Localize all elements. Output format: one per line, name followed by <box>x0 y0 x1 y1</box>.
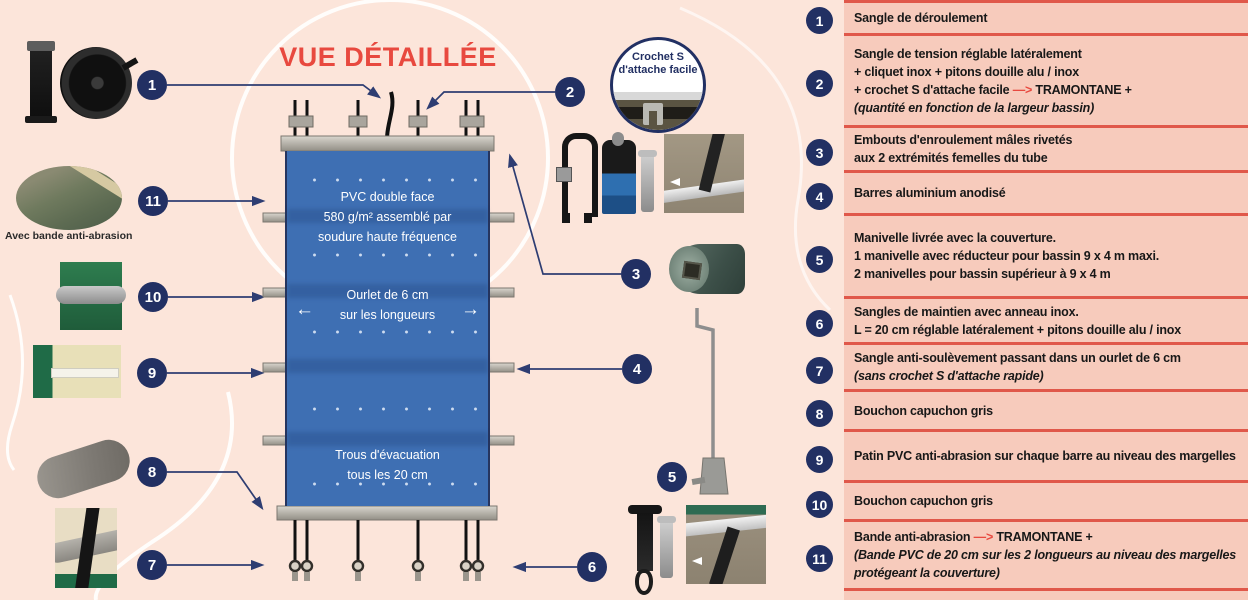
callout-2: 2 <box>555 77 585 107</box>
crochet-s-line2: d'attache facile <box>618 64 698 76</box>
anti-lift-strap-photo <box>55 508 117 588</box>
cover-ourlet-label <box>287 285 488 325</box>
legend-row-4 <box>844 173 1248 216</box>
legend-text: 1 manivelle avec réducteur pour bassin 9 x 4 m maxi. <box>854 249 1160 263</box>
legend-text: TRAMONTANE + <box>993 530 1093 544</box>
legend-num-4: 4 <box>806 183 833 210</box>
ratchet-photo <box>602 140 636 214</box>
legend-num-2: 2 <box>806 70 833 97</box>
drain-holes-row <box>297 178 479 182</box>
photo-arrow-icon <box>670 178 680 186</box>
cover-pvc-line1: PVC double face <box>340 190 435 204</box>
square-socket-icon <box>682 261 702 280</box>
legend-num-11: 11 <box>806 545 833 572</box>
legend-row-spacer <box>844 591 1248 600</box>
tension-strap-photo <box>562 133 598 217</box>
legend-row-11 <box>844 522 1248 591</box>
s-hook-photo <box>613 100 703 133</box>
legend-num-3: 3 <box>806 139 833 166</box>
legend-text: Patin PVC anti-abrasion sur chaque barre au niveau des margelles <box>854 449 1236 463</box>
drain-holes-row <box>297 253 479 257</box>
gray-cap-closeup-photo <box>36 440 128 498</box>
drain-holes-row <box>297 330 479 334</box>
cover-pvc-line3: soudure haute fréquence <box>318 230 457 244</box>
anti-abrasion-caption: Avec bande anti-abrasion <box>5 230 133 242</box>
piton-photo <box>641 152 654 212</box>
legend-text: + cliquet inox + pitons douille alu / inox <box>854 64 1079 79</box>
legend-row-7 <box>844 345 1248 392</box>
strap-on-deck-photo <box>686 505 766 584</box>
legend-text: Bouchon capuchon gris <box>854 494 993 508</box>
legend-num-7: 7 <box>806 357 833 384</box>
callout-8: 8 <box>137 457 167 487</box>
photo-detail <box>637 513 653 571</box>
legend-row-9 <box>844 432 1248 483</box>
legend-row-6 <box>844 299 1248 345</box>
legend-row-5 <box>844 216 1248 299</box>
legend-text: + crochet S d'attache facile <box>854 82 1013 97</box>
drain-holes-row <box>297 407 479 411</box>
legend-num-8: 8 <box>806 400 833 427</box>
photo-detail <box>55 574 117 588</box>
legend-text: Barres aluminium anodisé <box>854 186 1006 200</box>
unrolling-strap-photo <box>30 45 52 120</box>
legend-text: 2 manivelles pour bassin supérieur à 9 x 4 m <box>854 267 1111 281</box>
callout-7: 7 <box>137 550 167 580</box>
legend-text: Bande anti-abrasion <box>854 530 974 544</box>
strap-coil-photo <box>60 47 132 119</box>
legend-panel <box>844 0 1248 600</box>
crank-photo <box>692 308 728 494</box>
legend-text: TRAMONTANE + <box>1032 82 1132 97</box>
legend-text: Manivelle livrée avec la couverture. <box>854 231 1056 245</box>
legend-num-6: 6 <box>806 310 833 337</box>
legend-text: Sangle de tension réglable latéralement <box>854 46 1082 61</box>
legend-text: Sangle anti-soulèvement passant dans un ourlet de 6 cm <box>854 351 1181 365</box>
page-title: VUE DÉTAILLÉE <box>279 42 497 72</box>
callout-1: 1 <box>137 70 167 100</box>
legend-text: Sangle de déroulement <box>854 11 988 25</box>
callout-11: 11 <box>138 186 168 216</box>
legend-num-10: 10 <box>806 491 833 518</box>
legend-text: Sangles de maintien avec anneau inox. <box>854 304 1079 319</box>
arrow-right-icon: → <box>461 299 480 320</box>
cover-pvc-label <box>287 187 488 247</box>
crochet-s-inset <box>610 37 706 133</box>
legend-text-italic: (quantité en fonction de la largeur bassin) <box>854 100 1095 115</box>
anti-abrasion-band-photo <box>16 166 122 230</box>
callout-6: 6 <box>577 552 607 582</box>
legend-row-2 <box>844 36 1248 128</box>
inox-ring-icon <box>635 569 653 595</box>
s-hook-notch <box>649 111 657 125</box>
callout-9: 9 <box>137 358 167 388</box>
pvc-pad-photo <box>33 345 121 398</box>
legend-row-3 <box>844 128 1248 173</box>
cover-trous-label <box>287 445 488 485</box>
legend-row-10 <box>844 483 1248 522</box>
cover-ourlet-line1: Ourlet de 6 cm <box>346 288 429 302</box>
bottom-straps <box>290 520 483 581</box>
gray-cap-on-cover-photo <box>60 262 122 330</box>
pool-cover-diagram <box>285 151 490 506</box>
cover-trous-line2: tous les 20 cm <box>347 468 428 482</box>
callout-5: 5 <box>657 462 687 492</box>
legend-num-9: 9 <box>806 446 833 473</box>
legend-num-1: 1 <box>806 7 833 34</box>
legend-text <box>854 528 1240 546</box>
legend-text-italic: (sans crochet S d'attache rapide) <box>854 369 1044 383</box>
legend-text <box>854 81 1240 99</box>
callout-10: 10 <box>138 282 168 312</box>
arrow-left-icon: ← <box>295 299 314 320</box>
legend-text: aux 2 extrémités femelles du tube <box>854 151 1048 165</box>
tube-end-photo <box>667 238 745 300</box>
crochet-s-label <box>613 51 703 77</box>
legend-text: Bouchon capuchon gris <box>854 403 993 418</box>
legend-text: Embouts d'enroulement mâles rivetés <box>854 133 1073 147</box>
strap-on-deck-photo <box>664 134 744 213</box>
callout-3: 3 <box>621 259 651 289</box>
red-arrow-icon: —> <box>1012 82 1033 97</box>
legend-row-8 <box>844 392 1248 432</box>
legend-text: L = 20 cm réglable latéralement + pitons douille alu / inox <box>854 322 1181 337</box>
cover-shade-band <box>287 432 488 446</box>
legend-num-5: 5 <box>806 246 833 273</box>
red-arrow-icon: —> <box>973 530 994 544</box>
cover-pvc-line2: 580 g/m² assemblé par <box>323 210 452 224</box>
cover-shade-band <box>287 359 488 373</box>
inset-divider <box>613 92 703 100</box>
legend-text-italic: (Bande PVC de 20 cm sur les 2 longueurs au niveau des margelles protégeant la couverture) <box>854 548 1236 580</box>
crochet-s-line1: Crochet S <box>632 51 684 63</box>
cover-trous-line1: Trous d'évacuation <box>335 448 440 462</box>
callout-4: 4 <box>622 354 652 384</box>
legend-row-1 <box>844 0 1248 36</box>
photo-arrow-icon <box>692 557 702 565</box>
cover-ourlet-line2: sur les longueurs <box>339 308 436 322</box>
piton-photo <box>660 518 673 578</box>
